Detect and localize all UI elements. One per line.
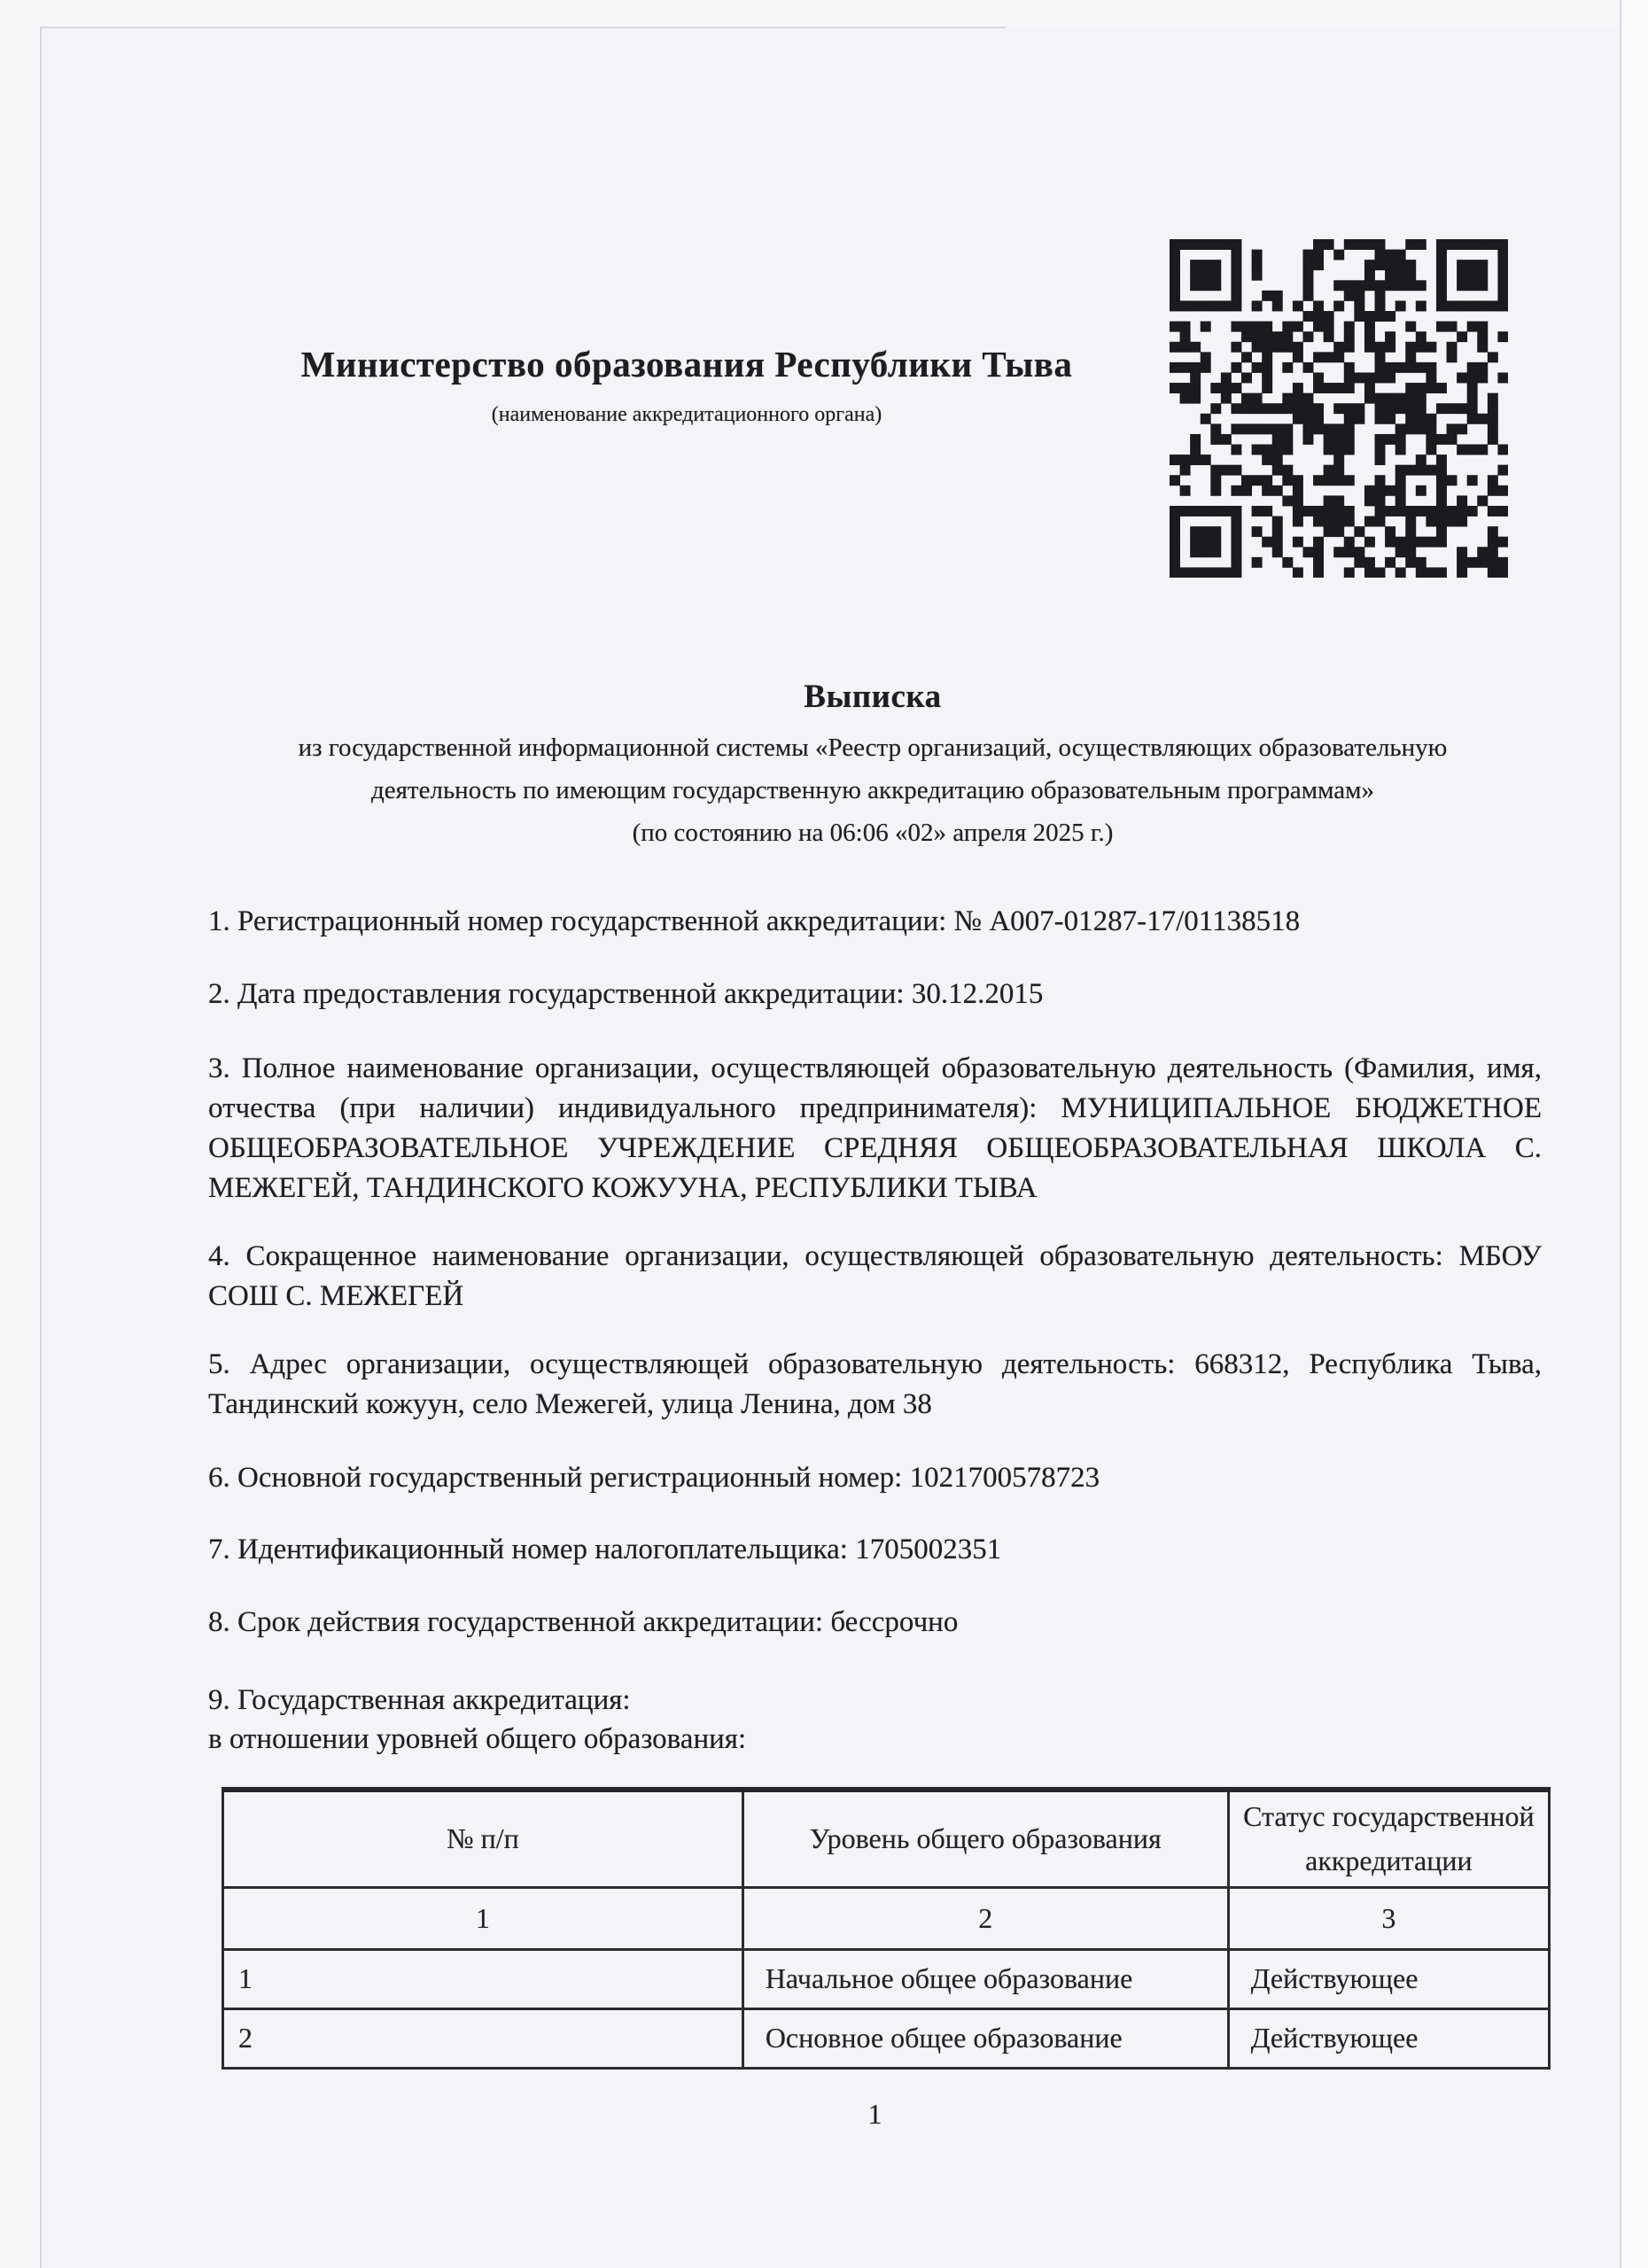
column-number-2: 2	[742, 1887, 1228, 1949]
accreditation-status: Действующее	[1228, 2008, 1549, 2068]
document-title: Выписка	[804, 679, 942, 715]
table-row	[223, 1949, 1550, 2008]
table-column-number-row	[223, 1887, 1550, 1949]
accreditation-status: Действующее	[1228, 1949, 1549, 2008]
column-number-1: 1	[223, 1887, 743, 1949]
item-state-accreditation-line1: 9. Государственная аккредитация:	[208, 1684, 631, 1716]
row-number: 2	[223, 2008, 743, 2068]
paper-edge-right	[1620, 0, 1621, 2268]
education-level: Основное общее образование	[742, 2008, 1228, 2068]
page-number: 1	[867, 2098, 882, 2130]
qr-code-icon	[1170, 239, 1508, 578]
column-header-number: № п/п	[223, 1790, 743, 1887]
column-header-status: Статус государственной аккредитации	[1228, 1790, 1549, 1887]
table-header-row	[223, 1790, 1550, 1887]
subtitle-line-2: деятельность по имеющим государственную аккредитацию образовательным программам»	[370, 776, 1375, 804]
item-full-organization-name: 3. Полное наименование организации, осуществляющей образовательную деятельность (Фамилия, имя, отчества (при наличии) индивидуального предпринимателя): МУНИЦИПАЛЬНОЕ БЮДЖЕТНОЕ ОБЩЕОБРАЗОВАТЕЛЬНОЕ УЧРЕЖДЕНИЕ СРЕДНЯЯ ОБЩЕОБРАЗОВАТЕЛЬНАЯ ШКОЛА С. МЕЖЕГЕЙ, ТАНДИНСКОГО КОЖУУНА, РЕСПУБЛИКИ ТЫВА	[208, 1052, 1542, 1204]
item-inn: 7. Идентификационный номер налогоплательщика: 1705002351	[208, 1534, 1002, 1565]
item-validity-period: 8. Срок действия государственной аккредитации: бессрочно	[208, 1606, 959, 1638]
education-level: Начальное общее образование	[742, 1949, 1228, 2008]
paper-margin-right	[1621, 0, 1648, 2268]
item-organization-address: 5. Адрес организации, осуществляющей образовательную деятельность: 668312, Республика Тыва, Тандинский кожуун, село Межегей, улица Ленина, дом 38	[208, 1348, 1542, 1420]
table-row	[223, 2008, 1550, 2068]
column-number-3: 3	[1228, 1887, 1549, 1949]
paper-edge-left	[40, 27, 42, 2268]
accreditation-authority-header	[208, 344, 1165, 427]
authority-name: Министерство образования Республики Тыва	[300, 344, 1073, 384]
item-state-accreditation	[208, 1681, 1542, 1759]
item-short-organization-name: 4. Сокращенное наименование организации, осуществляющей образовательную деятельность: МБОУ СОШ С. МЕЖЕГЕЙ	[208, 1240, 1542, 1312]
subtitle-line-3: (по состоянию на 06:06 «02» апреля 2025 г.)	[632, 819, 1114, 847]
item-state-accreditation-line2: в отношении уровней общего образования:	[208, 1723, 747, 1755]
qr-code-pattern	[1170, 239, 1508, 578]
item-registration-number: 1. Регистрационный номер государственной аккредитации: № А007-01287-17/01138518	[208, 905, 1301, 937]
item-accreditation-date: 2. Дата предоставления государственной аккредитации: 30.12.2015	[208, 978, 1044, 1010]
subtitle-line-1: из государственной информационной системы «Реестр организаций, осуществляющих образовательную	[298, 734, 1448, 762]
accreditation-table	[222, 1787, 1551, 2070]
paper-edge-top	[40, 27, 1006, 28]
document-title-block	[159, 678, 1586, 854]
authority-caption: (наименование аккредитационного органа)	[491, 403, 882, 427]
item-ogrn: 6. Основной государственный регистрационный номер: 1021700578723	[208, 1462, 1100, 1494]
column-header-level: Уровень общего образования	[742, 1790, 1228, 1887]
accreditation-table-wrap	[222, 1787, 1551, 2070]
row-number: 1	[223, 1949, 743, 2008]
